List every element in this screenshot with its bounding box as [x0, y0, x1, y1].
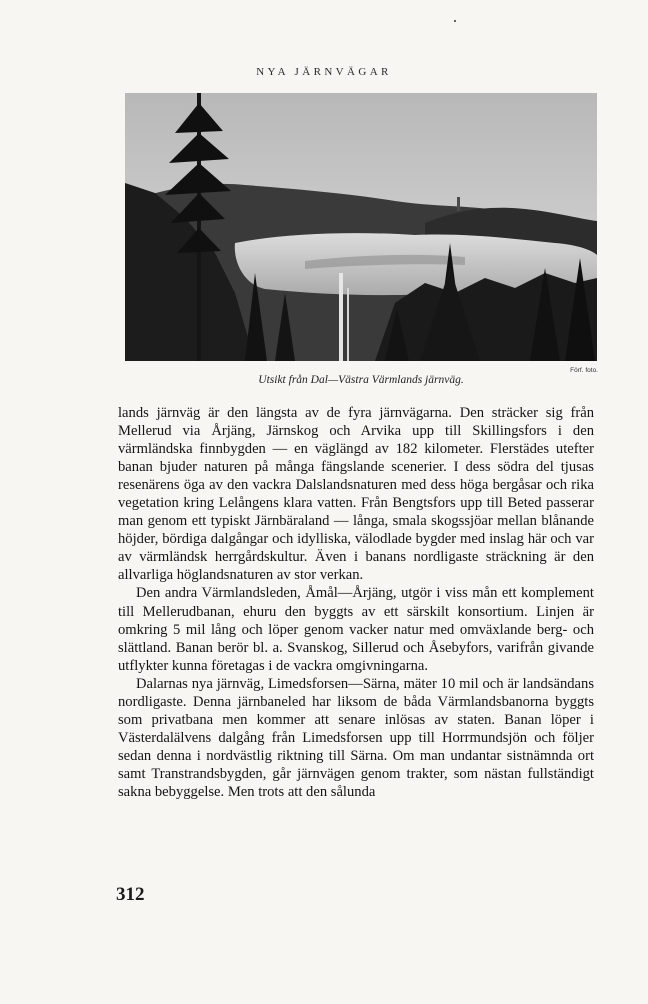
body-text	[118, 404, 594, 801]
running-head: NYA JÄRNVÄGAR	[256, 66, 392, 78]
page-number: 312	[116, 884, 145, 905]
paragraph: Den andra Värmlandsleden, Åmål—Årjäng, utgör i viss mån ett komplement till Mellerudbanan, ehuru den byggts av ett särskilt konsortium. Linjen är omkring 5 mil lång och löper genom vacker natur med omväxlande berg- och slättland. Banan berör bl. a. Svanskog, Sillerud och Åsebyfors, varifrån givande utflykter kunna företagas i de vackra omgivningarna.	[118, 585, 594, 674]
landscape-photo	[125, 93, 597, 361]
figure-caption: Utsikt från Dal—Västra Värmlands järnväg.	[258, 374, 464, 386]
paragraph: lands järnväg är den längsta av de fyra järnvägarna. Den sträcker sig från Mellerud via Årjäng, Järnskog och Arvika upp till Skillingsfors i den värmländska finnbygden — en väglängd av 182 kilometer. Flerstädes utefter banan bjuder naturen på många fängslande scenerier. I dess södra del tjusas resenärens öga av den vackra Dalslandsnaturen med dess höga bergåsar och rika vegetation kring Lelångens klara vatten. Från Bengtsfors upp till Beted passerar man genom ett typiskt Järnbäraland — långa, smala skogssjöar mellan blånande höjder, bördiga dalgångar och idylliska, välodlade bygder med inslag här och var av värmländsk herrgårdskultur. Även i banans nordligaste sträckning är den allvarliga höglandsnaturen av stor verkan.	[118, 405, 594, 584]
landscape-photo-image	[125, 93, 597, 361]
paragraph: Dalarnas nya järnväg, Limedsforsen—Särna, mäter 10 mil och är landsändans nordligaste. Denna järnbaneled har liksom de båda Värmlandsbanorna byggts som privatbana men kommer att senare inlösas av staten. Banan löper i Västerdalälvens dalgång från Limedsforsen upp till Horrmundsjön och följer sedan denna i nordvästlig riktning till Särna. Om man undantar sistnämnda ort samt Transtrandsbygden, går järnvägen genom trakter, som nästan fullständigt sakna bebyggelse. Men trots att den sålunda	[118, 675, 594, 800]
stray-mark	[454, 20, 456, 22]
photo-credit: Förf. foto.	[570, 367, 598, 374]
